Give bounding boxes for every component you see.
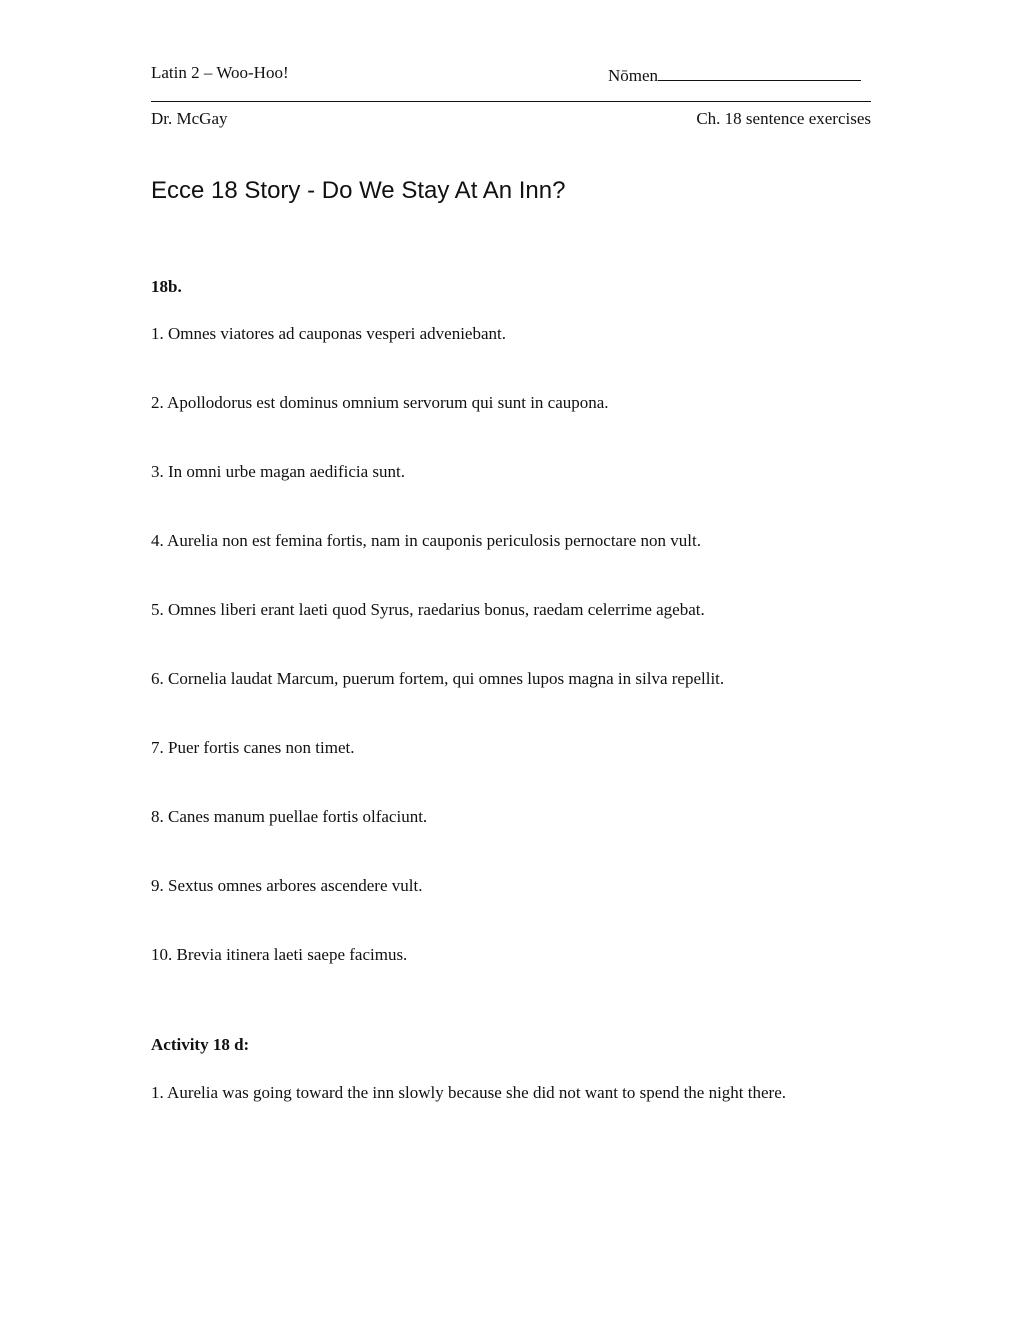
sentence-18b-3: 3. In omni urbe magan aedificia sunt. bbox=[151, 462, 405, 481]
name-blank-line bbox=[658, 63, 861, 81]
sentence-18b-6: 6. Cornelia laudat Marcum, puerum fortem, qui omnes lupos magna in silva repellit. bbox=[151, 669, 725, 688]
name-field bbox=[608, 63, 861, 86]
section-heading-18b: 18b. bbox=[151, 277, 182, 296]
sentence-18b-4: 4. Aurelia non est femina fortis, nam in cauponis periculosis pernoctare non vult. bbox=[151, 531, 702, 550]
name-label: Nōmen bbox=[608, 66, 659, 85]
teacher-name: Dr. McGay bbox=[151, 109, 228, 128]
sentence-18b-2: 2. Apollodorus est dominus omnium servorum qui sunt in caupona. bbox=[151, 393, 609, 412]
sentence-18b-7: 7. Puer fortis canes non timet. bbox=[151, 738, 355, 757]
sentence-18b-5: 5. Omnes liberi erant laeti quod Syrus, raedarius bonus, raedam celerrime agebat. bbox=[151, 600, 705, 619]
course-title: Latin 2 – Woo-Hoo! bbox=[151, 63, 289, 82]
sentence-18d-1: 1. Aurelia was going toward the inn slowly because she did not want to spend the night there. bbox=[151, 1083, 787, 1102]
sentence-18b-8: 8. Canes manum puellae fortis olfaciunt. bbox=[151, 807, 428, 826]
header-divider bbox=[151, 101, 871, 102]
assignment-name: Ch. 18 sentence exercises bbox=[696, 109, 871, 128]
sentence-18b-10: 10. Brevia itinera laeti saepe facimus. bbox=[151, 945, 408, 964]
worksheet-page bbox=[151, 0, 871, 1320]
section-heading-18d: Activity 18 d: bbox=[151, 1035, 250, 1054]
page-title: Ecce 18 Story - Do We Stay At An Inn? bbox=[151, 177, 566, 204]
sentence-18b-1: 1. Omnes viatores ad cauponas vesperi adveniebant. bbox=[151, 324, 506, 343]
sentence-18b-9: 9. Sextus omnes arbores ascendere vult. bbox=[151, 876, 423, 895]
